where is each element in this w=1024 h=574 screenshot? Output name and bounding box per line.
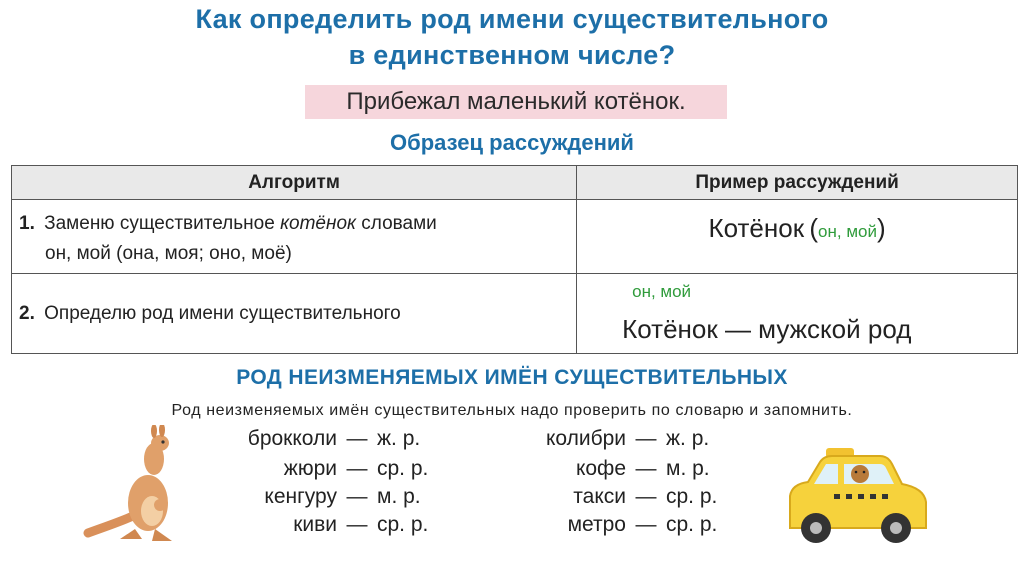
step-word: котёнок (280, 213, 356, 234)
step-text-a: Заменю существительное (44, 213, 275, 234)
example-word: Котёнок (708, 213, 805, 243)
gender: ср. р. (377, 513, 429, 536)
taxi-illustration (768, 440, 933, 550)
list-item (496, 513, 717, 537)
section-title: РОД НЕИЗМЕНЯЕМЫХ ИМЁН СУЩЕСТВИТЕЛЬНЫХ (236, 366, 788, 389)
word: метро (567, 513, 626, 536)
list-item (496, 427, 709, 451)
word: жюри (283, 457, 337, 480)
dash: — (635, 427, 657, 450)
example-cell (577, 200, 1018, 274)
example-paren-close: ) (876, 213, 886, 243)
gender: ж. р. (377, 427, 421, 450)
column-header-example: Пример рассуждений (577, 166, 1018, 200)
title-line-1: Как определить род имени существительного (195, 4, 829, 34)
dash: — (346, 513, 368, 536)
rule-note: Род неизменяемых имён существительных надо проверить по словарю и запомнить. (171, 402, 853, 419)
list-item (222, 485, 421, 509)
gender: м. р. (666, 457, 710, 480)
step-number: 2. (19, 302, 35, 324)
step-cell (12, 200, 577, 274)
dash: — (346, 485, 368, 508)
step-text-b: словами (361, 213, 437, 234)
dash: — (346, 427, 368, 450)
example-cell (577, 274, 1018, 354)
list-item (222, 427, 420, 451)
example-hint: он, мой (818, 222, 877, 241)
dash: — (635, 513, 657, 536)
example-line (578, 201, 1016, 244)
gender: м. р. (377, 485, 421, 508)
title-line-2: в единственном числе? (348, 40, 676, 70)
step-text (13, 201, 575, 269)
dash: — (346, 457, 368, 480)
word: такси (573, 485, 626, 508)
gender: ср. р. (666, 513, 718, 536)
dash: — (635, 485, 657, 508)
example-text: Котёнок — мужской род (622, 314, 912, 344)
word: кенгуру (264, 485, 337, 508)
example-hint: он, мой (632, 282, 692, 301)
word: колибри (545, 427, 626, 450)
example-paren-open: ( (809, 213, 819, 243)
list-item (222, 457, 428, 481)
step-text-line2: он, мой (она, моя; оно, моё) (45, 243, 292, 264)
word: кофе (575, 457, 626, 480)
subtitle: Образец рассуждений (390, 130, 634, 155)
kangaroo-illustration (80, 425, 190, 545)
table-header-row (12, 166, 1018, 200)
step-text-a: Определю род имени существительного (44, 302, 401, 324)
list-item (222, 513, 428, 537)
gender: ср. р. (666, 485, 718, 508)
column-header-algorithm: Алгоритм (12, 166, 577, 200)
step-cell (12, 274, 577, 354)
list-item (496, 457, 710, 481)
algorithm-table (11, 165, 1018, 354)
gender: ср. р. (377, 457, 429, 480)
dash: — (635, 457, 657, 480)
gender: ж. р. (666, 427, 710, 450)
step-text (13, 299, 575, 329)
word: брокколи (247, 427, 337, 450)
table-row (12, 274, 1018, 354)
list-item (496, 485, 717, 509)
table-row (12, 200, 1018, 274)
step-number: 1. (19, 213, 35, 234)
example-sentence: Прибежал маленький котёнок. (305, 85, 727, 119)
word: киви (293, 513, 337, 536)
